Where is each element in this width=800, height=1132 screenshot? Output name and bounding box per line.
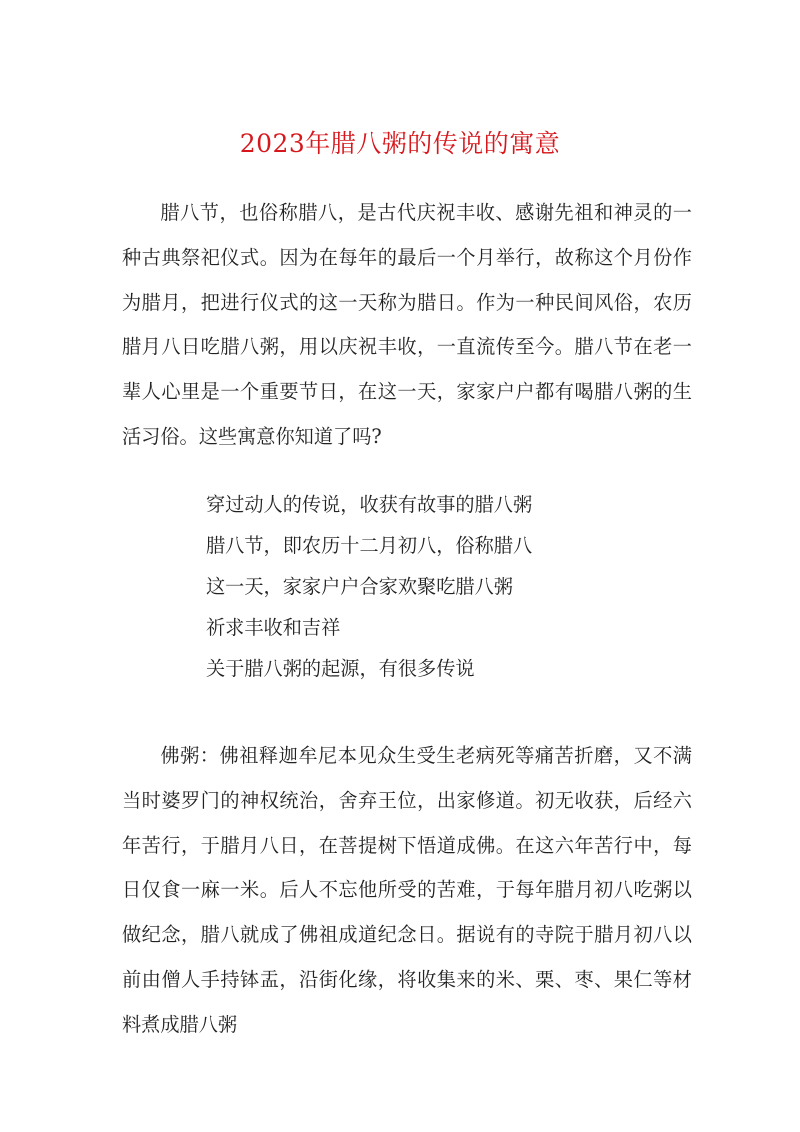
- verse-line: 这一天，家家户户合家欢聚吃腊八粥: [206, 575, 513, 598]
- verse-line: 祈求丰收和吉祥: [206, 616, 341, 639]
- verse-line: 腊八节，即农历十二月初八，俗称腊八: [206, 534, 533, 557]
- intro-paragraph: 腊八节，也俗称腊八，是古代庆祝丰收、感谢先祖和神灵的一种古典祭祀仪式。因为在每年的最后一个月举行，故称这个月份作为腊月，把进行仪式的这一天称为腊日。作为一种民间风俗，农历腊月八日吃腊八粥，用以庆祝丰收，一直流传至今。腊八节在老一辈人心里是一个重要节日，在这一天，家家户户都有喝腊八粥的生活习俗。这些寓意你知道了吗?: [122, 201, 692, 448]
- verse-line: 穿过动人的传说，收获有故事的腊八粥: [206, 493, 533, 516]
- verse-line: 关于腊八粥的起源，有很多传说: [206, 657, 475, 680]
- buddha-porridge-paragraph: 佛粥：佛祖释迦牟尼本见众生受生老病死等痛苦折磨，又不满当时婆罗门的神权统治，舍弃王位，出家修道。初无收获，后经六年苦行，于腊月八日，在菩提树下悟道成佛。在这六年苦行中，每日仅食一麻一米。后人不忘他所受的苦难，于每年腊月初八吃粥以做纪念，腊八就成了佛祖成道纪念日。据说有的寺院于腊月初八以前由僧人手持钵盂，沿街化缘，将收集来的米、栗、枣、果仁等材料煮成腊八粥: [122, 744, 692, 1036]
- page-title: 2023年腊八粥的传说的寓意: [239, 129, 561, 158]
- verse-list: [206, 484, 532, 689]
